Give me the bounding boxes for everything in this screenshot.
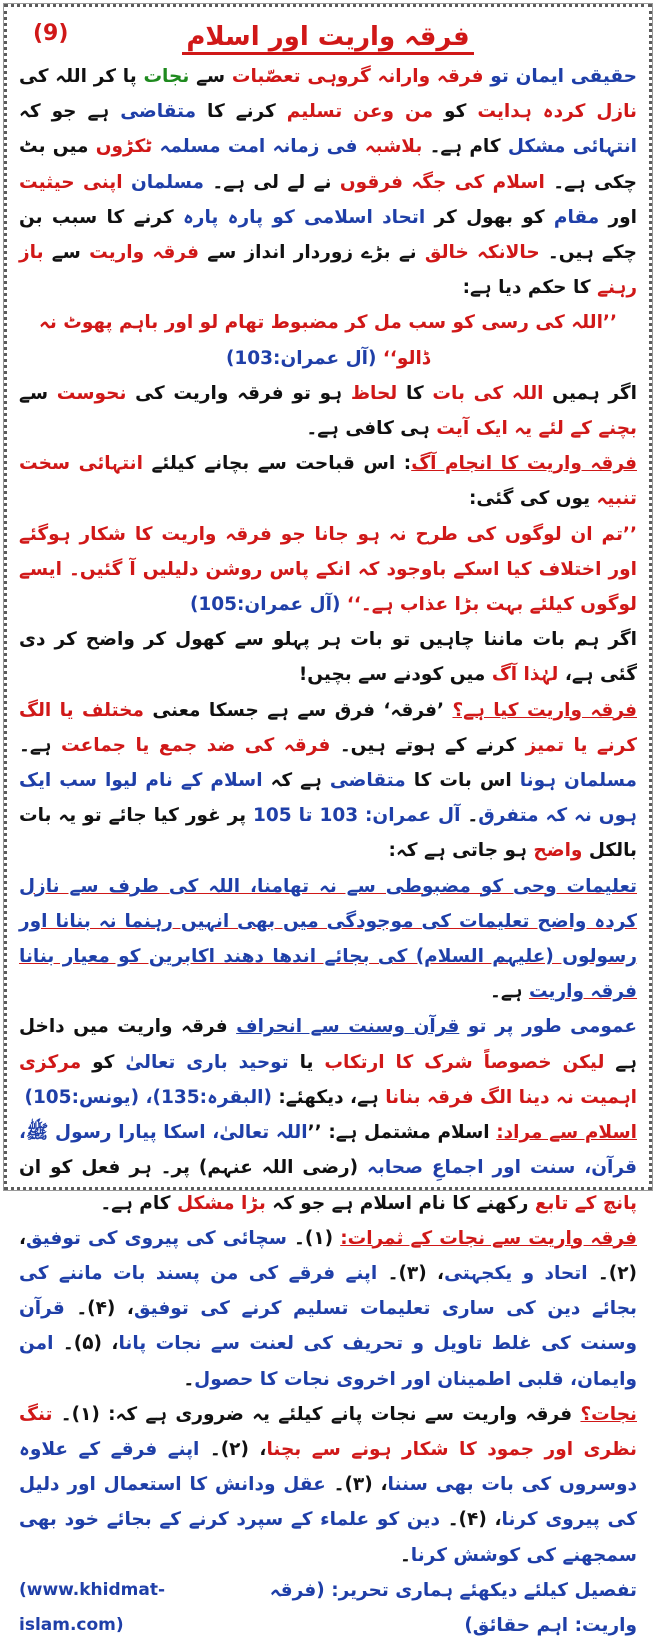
text-run: بچنے کے لئے یہ ایک آیت: [436, 418, 637, 440]
text-run: ۔: [399, 1544, 411, 1566]
text-run: واضح: [533, 840, 583, 862]
article-body: [19, 59, 637, 1573]
text-run: تعلیمات وحی کو مضبوطی سے نہ تھامنا، اللہ کی طرف سے نازل کردہ واضح تعلیمات کی موجودگی میں بھی انہیں رہنما نہ بنانا اور رسولوں (علیہم السلام) کی بجائے اندھا دھند اکابرین کو معیار بنانا فرقہ واریت: [19, 875, 637, 1003]
text-run: توحید باری تعالیٰ: [125, 1051, 289, 1073]
text-run: امن وایمان، قلبی اطمینان اور اخروی نجات کا حصول: [19, 1333, 637, 1390]
text-run: فرقہ واریت سے نجات کے ثمرات:: [340, 1227, 637, 1249]
text-run: کا: [397, 382, 433, 404]
text-run: نے لے لی ہے۔: [203, 171, 340, 193]
text-run: حالانکہ خالق: [424, 242, 540, 264]
text-run: سے: [19, 382, 57, 404]
website-link[interactable]: (www.khidmat-islam.com): [19, 1579, 166, 1635]
text-run: ہی کافی ہے۔: [306, 418, 437, 440]
footer-reference: تفصیل کیلئے دیکھئے ہماری تحریر: (فرقہ واریت: اہم حقائق): [269, 1579, 637, 1636]
paragraph: [19, 1221, 637, 1397]
text-run: اگر ہم بات ماننا چاہیں تو بات ہر پہلو سے کھول کر واضح کر دی گئی ہے،: [19, 629, 637, 686]
text-run: ’’تم ان لوگوں کی طرح نہ ہو جانا جو فرقہ واریت کا شکار ہوگئے اور اختلاف کیا اسکے باوجود کہ انکے پاس روشن دلیلیں آ گئیں۔ ایسے لوگوں کیلئے بہت بڑا عذاب ہے۔‘‘: [19, 523, 637, 616]
text-run: بڑا مشکل: [177, 1192, 266, 1214]
paragraph: [19, 1115, 637, 1221]
text-run: کو: [81, 1051, 126, 1073]
paragraph: [19, 693, 637, 869]
text-run: نجات: [143, 66, 190, 87]
text-run: ، (۲)۔: [19, 1227, 637, 1284]
text-run: کو: [433, 101, 478, 123]
text-run: کرنے کے ہوتے ہیں۔: [330, 734, 526, 756]
text-run: اگر ہمیں: [543, 382, 638, 404]
text-run: کرنے کا: [196, 101, 287, 123]
text-run: اتحاد اسلامی کو پارہ پارہ: [182, 206, 426, 228]
paragraph: [19, 517, 637, 623]
text-run: ، (۴)۔: [64, 1298, 134, 1320]
text-run: ۔: [183, 1368, 195, 1390]
text-run: ہے، دیکھئے:: [271, 1086, 386, 1108]
text-run: (آل عمران:103): [225, 347, 377, 369]
text-run: ، (۲)۔: [199, 1438, 267, 1460]
paragraph: [19, 1397, 637, 1573]
paragraph: [19, 376, 637, 446]
text-run: ، (۳)۔: [325, 1474, 388, 1496]
text-run: مرکزی اہمیت نہ دینا الگ فرقہ بنانا: [19, 1051, 637, 1108]
text-run: فرقہ واریت کا انجام آگ: [411, 453, 637, 475]
text-run: پانچ کے تابع: [534, 1192, 637, 1214]
text-run: اسلام سے مراد:: [496, 1122, 637, 1144]
paragraph: [19, 869, 637, 1010]
text-run: لحاظ: [350, 382, 398, 404]
text-run: حقیقی ایمان تو: [483, 66, 638, 87]
text-run: فرقہ واریت سے نجات پانے کیلئے یہ ضروری ہے کہ: (۱)۔: [52, 1403, 581, 1425]
text-run: میں بٹ چکی ہے۔: [19, 136, 637, 193]
text-run: ۔: [460, 805, 479, 827]
text-run: مقام: [553, 206, 600, 228]
text-run: سچائی کی پیروی کی توفیق: [26, 1227, 287, 1249]
text-run: ہے۔: [489, 981, 529, 1003]
text-run: : اس قباحت سے بچانے کیلئے: [142, 453, 412, 475]
text-run: فرقہ واریت کیا ہے؟: [452, 699, 637, 721]
text-run: مسلمان ہونا: [519, 770, 638, 792]
text-run: فرقہ کی ضد جمع یا جماعت: [61, 734, 331, 756]
text-run: سے: [43, 242, 90, 264]
text-run: اللہ تعالیٰ، اسکا پیارا رسول ﷺ، قرآن، سنت اور اجماعِ صحابہ: [19, 1122, 637, 1179]
text-run: مختلف یا الگ کرنے یا تمیز: [19, 699, 637, 756]
text-run: ، (۳)۔: [377, 1262, 445, 1284]
text-run: مسلمان: [122, 171, 204, 193]
text-run: (آل عمران:105): [189, 594, 341, 616]
text-run: بلاشبہ: [364, 136, 423, 158]
text-run: اپنی حیثیت: [19, 171, 123, 193]
text-run: ’’اللہ کی رسی کو سب مل کر مضبوط تھام لو اور باہم پھوٹ نہ ڈالو‘‘: [39, 312, 617, 369]
page-number: (9): [33, 21, 69, 46]
text-run: پر غور کیا جائے تو یہ بات بالکل: [19, 805, 637, 862]
text-run: آل عمران: 103 تا 105: [253, 805, 461, 827]
text-run: رکھنے کا نام اسلام ہے جو کہ: [265, 1192, 535, 1214]
footer: [19, 1573, 637, 1643]
text-run: نجات؟: [580, 1403, 637, 1425]
text-run: اللہ کی بات: [432, 382, 544, 404]
text-run: انتہائی مشکل: [507, 136, 637, 158]
text-run: کرنے کا سبب بن چکے ہیں۔: [19, 206, 637, 264]
text-run: متقاضی: [120, 101, 197, 123]
text-run: فرقہ وارانہ گروہی تعصّبات: [231, 66, 484, 87]
article-title-text: فرقہ واریت اور اسلام: [182, 22, 473, 55]
text-run: فی زمانہ امت مسلمہ: [152, 136, 365, 158]
text-run: ’فرقہ‘ فرق سے ہے جسکا معنی: [143, 699, 453, 721]
text-run: نے بڑے زوردار انداز سے: [198, 242, 425, 264]
text-run: فرقہ واریت: [89, 242, 199, 264]
paragraph: [19, 1009, 637, 1115]
paragraph: [19, 622, 637, 692]
text-run: اسلام کے نام لیوا سب ایک ہوں نہ کہ متفرق: [19, 770, 638, 827]
text-run: انتہائی سخت تنبیہ: [19, 453, 637, 510]
text-run: اسلام مشتمل ہے: ’’: [307, 1122, 497, 1144]
text-run: اس بات کا: [405, 770, 520, 792]
text-run: دین کو علماء کے سپرد کرنے کے بجائے خود بھی سمجھنے کی کوشش کرنا: [19, 1509, 637, 1566]
text-run: اتحاد و یکجہتی: [444, 1262, 588, 1284]
text-run: میں کودنے سے بچیں!: [298, 664, 492, 686]
article-title: [19, 21, 637, 53]
text-run: اسلام کی جگہ فرقوں: [339, 171, 545, 193]
text-run: نازل کردہ ہدایت: [477, 101, 637, 123]
text-run: کا حکم دیا ہے:: [462, 277, 598, 299]
text-run: (رضی اللہ عنہم) پر۔ ہر فعل کو ان: [19, 1157, 368, 1179]
text-run: اور: [599, 206, 637, 228]
text-run: عمومی طور پر تو: [459, 1016, 637, 1038]
text-run: لہٰذا آگ: [491, 664, 559, 686]
text-run: ، (۴)۔: [440, 1509, 502, 1531]
text-run: ، (۵)۔: [53, 1333, 119, 1355]
text-run: لیکن خصوصاً شرک کا ارتکاب: [324, 1051, 605, 1073]
text-run: اپنے فرقے کی من پسند بات ماننے کی بجائے دین کی ساری تعلیمات تسلیم کرنے کی توفیق: [19, 1262, 637, 1320]
text-run: من وعن تسلیم: [286, 101, 434, 123]
text-run: کام ہے۔: [100, 1192, 178, 1214]
text-run: فرقہ واریت میں داخل ہے: [19, 1016, 637, 1073]
text-run: سے: [189, 66, 232, 87]
text-run: کام ہے۔: [422, 136, 508, 158]
text-run: ٹکڑوں: [95, 136, 153, 158]
text-run: ہے جو کہ: [19, 101, 121, 123]
text-run: متقاضی: [329, 770, 406, 792]
text-run: (۱)۔: [286, 1227, 341, 1249]
text-run: اپنے فرقے کے علاوہ دوسروں کی بات بھی سننا: [19, 1438, 637, 1496]
text-run: کو بھول کر: [425, 206, 554, 228]
text-run: یوں کی گئی:: [468, 488, 597, 510]
text-run: ہے۔: [19, 734, 62, 756]
text-run: (البقرہ:135)، (یونس:105): [24, 1086, 272, 1108]
text-run: نحوست: [56, 382, 127, 404]
article-page: [4, 4, 652, 1636]
text-run: عقل ودانش کا استعمال اور دلیل کی پیروی کرنا: [19, 1474, 637, 1531]
paragraph: [19, 446, 637, 516]
text-run: تنگ نظری اور جمود کا شکار ہونے سے بچنا: [19, 1403, 637, 1460]
paragraph: [19, 305, 637, 375]
text-run: پا کر اللہ کی: [19, 66, 144, 87]
text-run: قرآن وسنت کی غلط تاویل و تحریف کی لعنت سے نجات پانا: [19, 1298, 637, 1355]
text-run: ہو جاتی ہے کہ:: [388, 840, 534, 862]
paragraph: [19, 59, 637, 305]
text-run: قرآن وسنت سے انحراف: [236, 1016, 460, 1038]
text-run: باز رہنے: [19, 242, 637, 299]
text-run: ہے کہ: [262, 770, 330, 792]
text-run: یا: [288, 1051, 325, 1073]
text-run: ہو تو فرقہ واریت کی: [126, 382, 351, 404]
